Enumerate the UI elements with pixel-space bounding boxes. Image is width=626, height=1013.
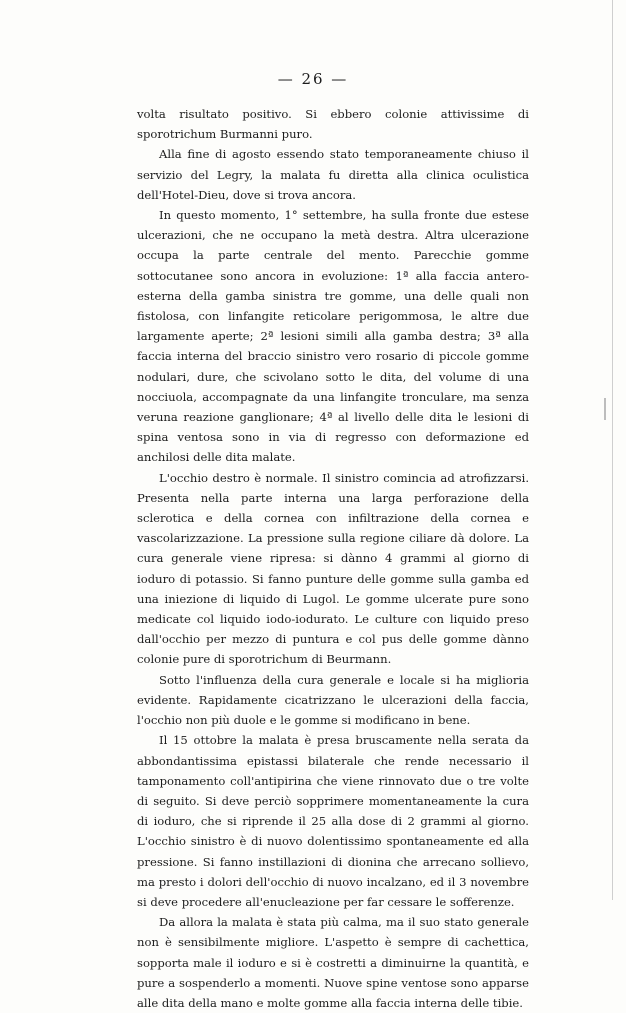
paragraph-7: Da allora la malata è stata più calma, ma il suo stato generale non è sensibilmente migliore. L'aspetto è sempre di cachettica, sopporta male il ioduro e si è costretti a diminuirne la quantità, e pure a sospenderlo a momenti. Nuove spine ventose sono apparse alle dita della mano e molte gomme alla faccia interna delle tibie. bbox=[137, 915, 529, 1010]
paragraph-5: Sotto l'influenza della cura generale e locale si ha miglioria evidente. Rapidamente cicatrizzano le ulcerazioni della faccia, l'occhio non più duole e le gomme si modificano in bene. bbox=[137, 672, 529, 728]
paragraph-1: volta risultato positivo. Si ebbero colonie attivissime di sporotrichum Burmanni puro. bbox=[137, 107, 529, 142]
paragraph-6: Il 15 ottobre la malata è presa bruscamente nella serata da abbondantissima epistassi bilaterale che rende necessario il tamponamento coll'antipirina che viene rinnovato due o tre volte di seguito. Si deve perciò sopprimere momentaneamente la cura di ioduro, che si riprende il 25 alla dose di 2 grammi al giorno. L'occhio sinistro è di nuovo dolentissimo spontaneamente ed alla pressione. Si fanno instillazioni di dionina che arrecano sollievo, ma presto i dolori dell'occhio di nuovo incalzano, ed il 3 novembre si deve procedere all'enucleazione per far cessare le sofferenze. bbox=[137, 733, 529, 909]
paragraph-3: In questo momento, 1° settembre, ha sulla fronte due estese ulcerazioni, che ne occupano la metà destra. Altra ulcerazione occupa la parte centrale del mento. Parecchie gomme sottocutanee sono ancora in evoluzione: 1ª alla faccia antero-esterna della gamba sinistra tre gomme, una delle quali non fistolosa, con linfangite reticolare perigommosa, le altre due largamente aperte; 2ª lesioni simili alla gamba destra; 3ª alla faccia interna del braccio sinistro vero rosario di piccole gomme nodulari, dure, che scivolano sotto le dita, del volume di una nocciuola, accompagnate da una linfangite tronculare, ma senza veruna reazione ganglionare; 4ª al livello delle dita le lesioni di spina ventosa sono in via di regresso con deformazione ed anchilosi delle dita malate. bbox=[137, 208, 529, 465]
paragraph-4: L'occhio destro è normale. Il sinistro comincia ad atrofizzarsi. Presenta nella parte interna una larga perforazione della sclerotica e della cornea con infiltrazione della cornea e vascolarizzazione. La pressione sulla regione ciliare dà dolore. La cura generale viene ripresa: si dànno 4 grammi al giorno di ioduro di potassio. Si fanno punture delle gomme sulla gamba ed una iniezione di liquido di Lugol. Le gomme ulcerate pure sono medicate col liquido iodo-iodurato. Le culture con liquido preso dall'occhio per mezzo di puntura e col pus delle gomme dànno colonie pure di sporotrichum di Beurmann. bbox=[137, 470, 529, 667]
page-number: — 26 — bbox=[277, 70, 349, 88]
body-text bbox=[137, 104, 529, 1013]
page-edge-line bbox=[612, 0, 613, 900]
page-edge-mark bbox=[604, 398, 606, 420]
paragraph-2: Alla fine di agosto essendo stato temporaneamente chiuso il servizio del Legry, la malata fu diretta alla clinica oculistica dell'Hotel-Dieu, dove si trova ancora. bbox=[137, 147, 529, 202]
